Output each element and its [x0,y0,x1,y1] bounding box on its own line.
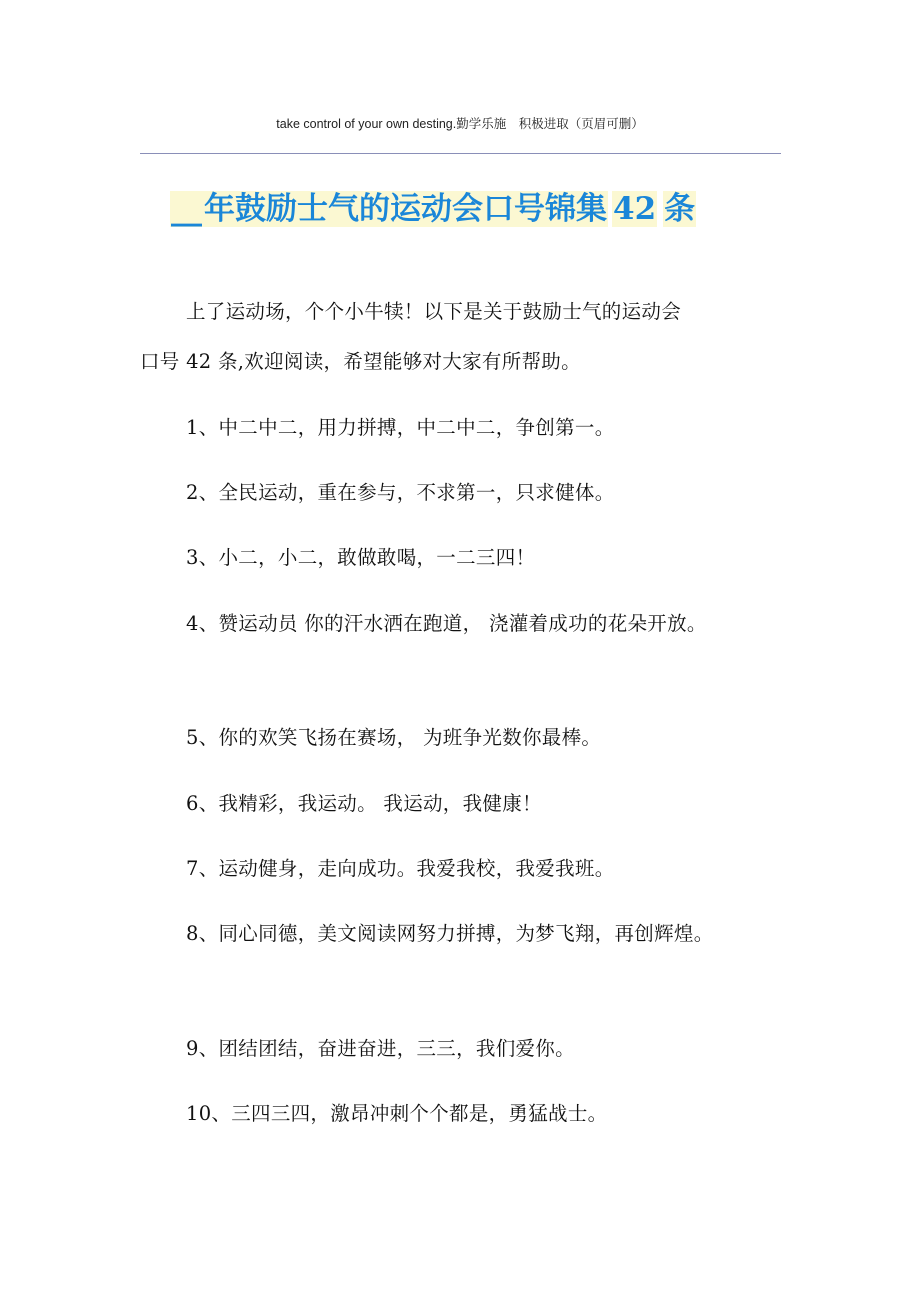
title-number: 42 [613,191,657,227]
list-item: 7、运动健身，走向成功。我爱我校，我爱我班。 [186,857,615,880]
list-item: 5、你的欢笑飞扬在赛场， 为班争光数你最棒。 [186,726,602,749]
header-divider [140,153,781,154]
list-item: 3、小二，小二，敢做敢喝，一二三四！ [186,546,536,569]
list-item: 9、团结团结，奋进奋进，三三，我们爱你。 [186,1037,575,1060]
list-item: 6、我精彩，我运动。 我运动，我健康！ [186,792,542,815]
title-prefix: __ [171,191,202,227]
title-main: 年鼓励士气的运动会口号锦集 [204,191,607,227]
list-item: 8、同心同德，美文阅读网努力拼搏，为梦飞翔，再创辉煌。 [186,922,714,945]
intro-line-1: 上了运动场，个个小牛犊！以下是关于鼓励士气的运动会 [186,300,682,323]
page-header: take control of your own desting.勤学乐施 积极进取（页眉可删） [276,117,644,131]
title-suffix: 条 [664,191,696,227]
intro-line-2: 口号 42 条,欢迎阅读，希望能够对大家有所帮助。 [140,350,581,373]
document-title [170,186,750,232]
list-item: 4、赞运动员 你的汗水洒在跑道， 浇灌着成功的花朵开放。 [186,612,707,635]
list-item: 10、三四三四，激昂冲刺个个都是，勇猛战士。 [186,1102,608,1125]
list-item: 2、全民运动，重在参与，不求第一，只求健体。 [186,481,615,504]
list-item: 1、中二中二，用力拼搏，中二中二，争创第一。 [186,416,615,439]
